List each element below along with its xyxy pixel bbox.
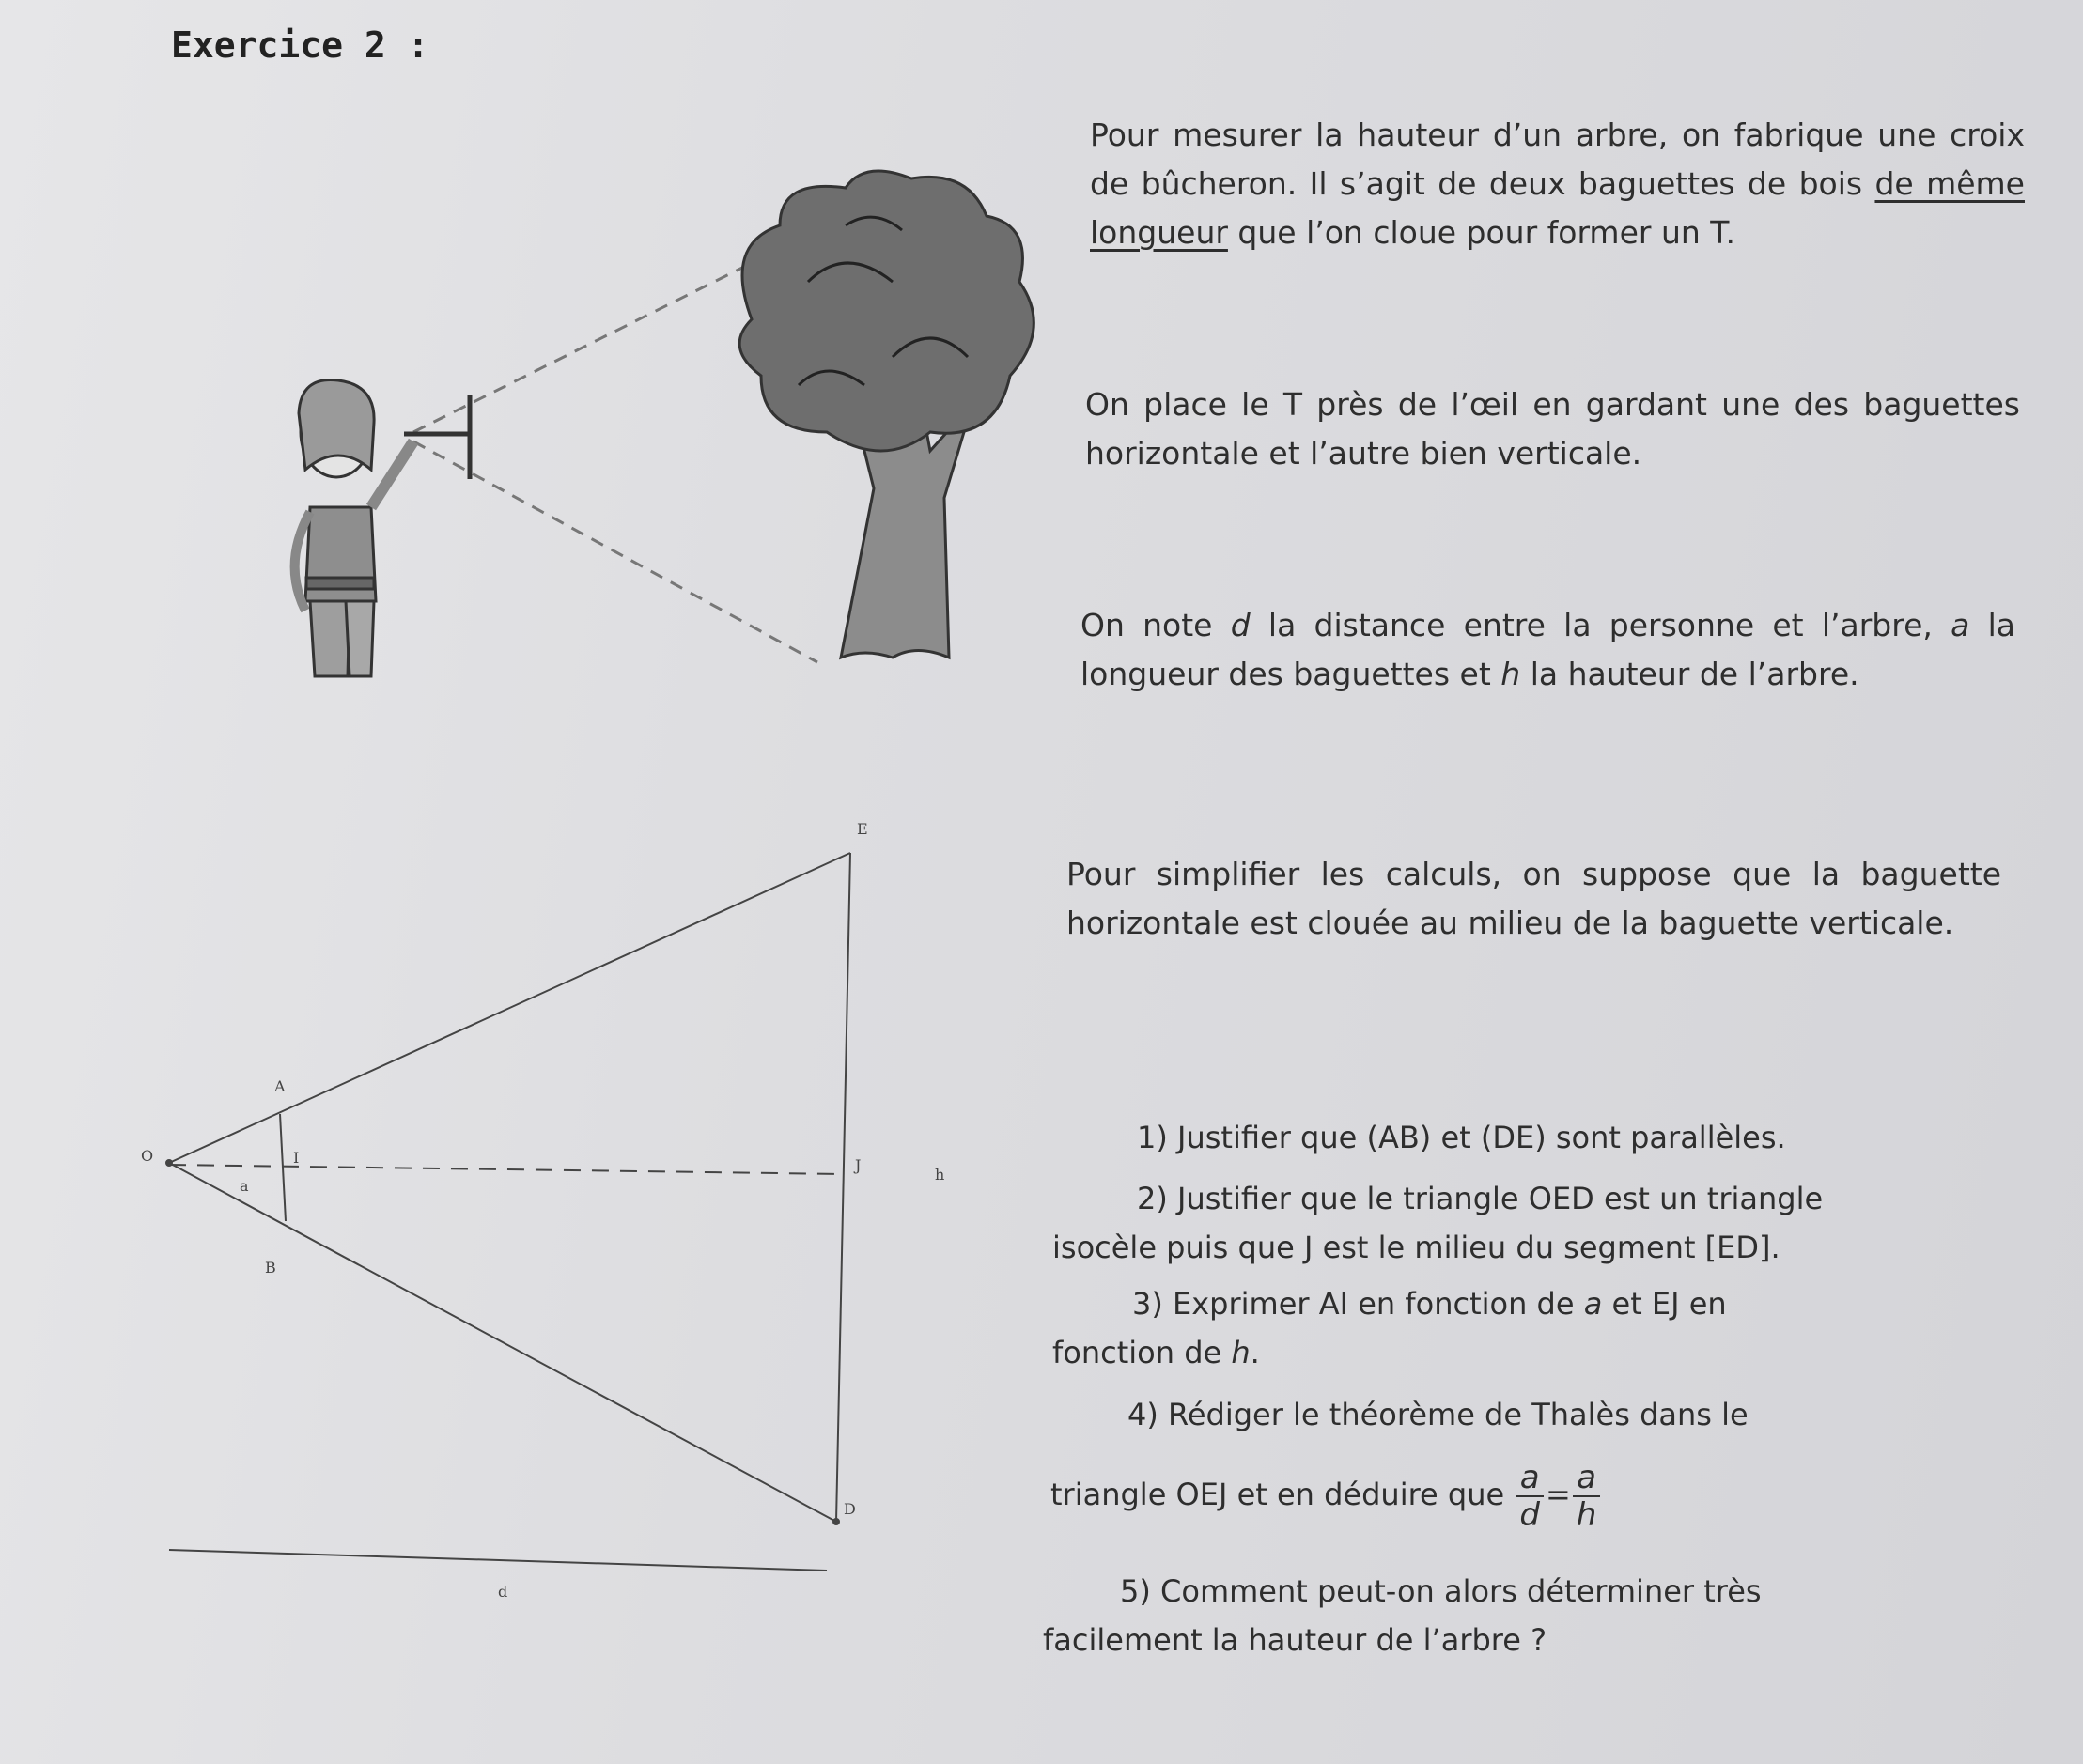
fraction-a-over-d <box>1516 1460 1544 1533</box>
frac2-num: a <box>1573 1460 1601 1497</box>
paragraph-intro <box>1090 111 2025 257</box>
frac2-den: h <box>1576 1496 1597 1534</box>
question-3-var-a: a <box>1583 1286 1603 1322</box>
diagram-labels <box>141 820 944 1601</box>
label-J: J <box>855 1156 862 1174</box>
simplify-text: Pour simplifier les calculs, on suppose que la baguette horizontale est clouée au milieu de la baguette verticale. <box>1066 856 2001 941</box>
notation-text-4: la hauteur de l’arbre. <box>1520 656 1859 692</box>
point-O <box>166 1160 172 1166</box>
var-h: h <box>1500 656 1521 692</box>
notation-text-3: la longueur des baguettes et <box>1080 607 2015 692</box>
var-d: d <box>1230 607 1251 643</box>
question-3-text-1: 3) Exprimer AI en fonction de <box>1132 1286 1584 1322</box>
geometry-diagram <box>166 853 850 1571</box>
person-figure <box>295 379 413 676</box>
segment-ED <box>836 853 850 1522</box>
label-E: E <box>857 820 868 838</box>
label-h: h <box>935 1166 945 1184</box>
question-4-line-1: 4) Rédiger le théorème de Thalès dans le <box>1127 1397 1749 1432</box>
question-1 <box>1137 1113 1982 1162</box>
paragraph-placement <box>1085 380 2020 478</box>
label-D: D <box>844 1500 856 1518</box>
notation-text-2: la distance entre la personne et l’arbre, <box>1250 607 1951 643</box>
question-1-text: 1) Justifier que (AB) et (DE) sont parallèles. <box>1137 1120 1786 1155</box>
equals-sign: = <box>1545 1477 1571 1512</box>
question-2 <box>1052 1174 1992 1272</box>
question-3 <box>1052 1279 1992 1377</box>
segment-OD <box>169 1163 836 1522</box>
paragraph-simplify <box>1066 850 2001 948</box>
segment-AB <box>280 1114 286 1221</box>
label-A: A <box>274 1077 286 1095</box>
notation-text-1: On note <box>1080 607 1231 643</box>
frac1-num: a <box>1516 1460 1544 1497</box>
distance-d-line <box>169 1550 827 1571</box>
point-D <box>833 1519 839 1524</box>
question-4-text: triangle OEJ et en déduire que <box>1050 1477 1515 1512</box>
intro-text-1: Pour mesurer la hauteur d’un arbre, on fabrique une croix de bûcheron. Il s’agit de deux baguettes de bois <box>1090 116 2025 202</box>
question-2-line-1: 2) Justifier que le triangle OED est un triangle <box>1137 1181 1824 1216</box>
intro-underlined: de même longueur <box>1090 165 2025 251</box>
question-3-text-3: fonction de <box>1052 1335 1232 1370</box>
var-a: a <box>1951 607 1970 643</box>
question-5 <box>1043 1567 1992 1664</box>
intro-text-2: que l’on cloue pour former un T. <box>1227 214 1735 251</box>
placement-text: On place le T près de l’œil en gardant une des baguettes horizontale et l’autre bien verticale. <box>1085 386 2020 472</box>
question-3-var-h: h <box>1231 1335 1251 1370</box>
label-a: a <box>240 1177 249 1195</box>
question-3-text-4: . <box>1250 1335 1260 1370</box>
paragraph-notation <box>1080 601 2015 699</box>
fraction-a-over-h <box>1573 1460 1601 1533</box>
tree-figure <box>739 171 1034 658</box>
exercise-title: Exercice 2 : <box>171 24 429 66</box>
question-5-line-1: 5) Comment peut-on alors déterminer très <box>1120 1573 1762 1609</box>
question-3-text-2: et EJ en <box>1602 1286 1727 1322</box>
label-O: O <box>141 1147 154 1165</box>
sighting-illustration <box>295 171 1034 676</box>
question-2-line-2: isocèle puis que J est le milieu du segment [ED]. <box>1052 1230 1780 1265</box>
question-5-line-2: facilement la hauteur de l’arbre ? <box>1043 1622 1547 1658</box>
segment-OE <box>169 853 850 1163</box>
question-4 <box>1050 1390 1999 1533</box>
segment-OJ <box>169 1165 841 1174</box>
label-I: I <box>293 1149 300 1167</box>
label-d: d <box>498 1583 508 1601</box>
label-B: B <box>265 1259 276 1277</box>
frac1-den: d <box>1519 1496 1540 1534</box>
